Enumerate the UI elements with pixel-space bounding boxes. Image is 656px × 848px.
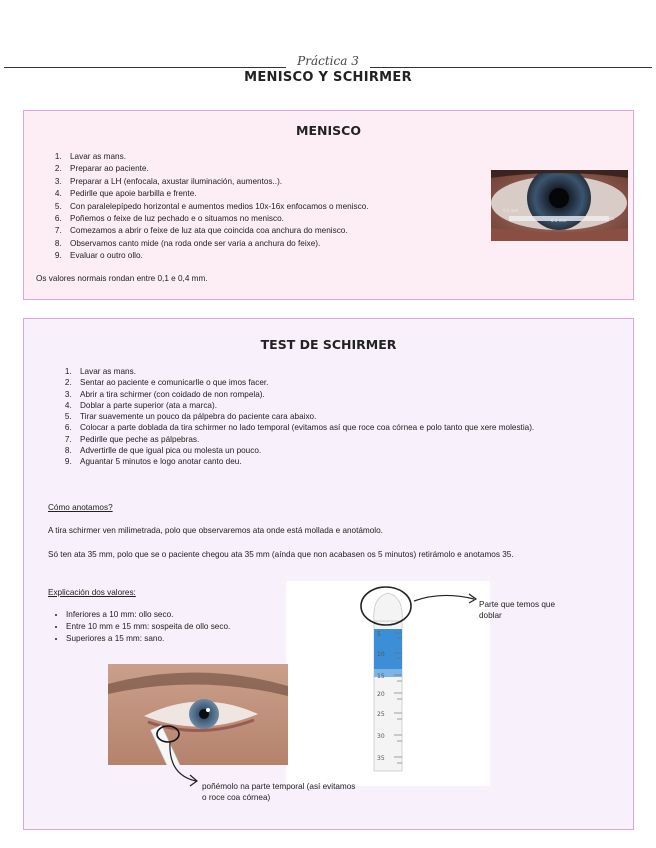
how-to-note-text-1: A tira schirmer ven milimetrada, polo que observaremos ata onde está mollada e anotámolo.	[48, 526, 383, 535]
page-title: MENISCO Y SCHIRMER	[244, 70, 412, 85]
menisco-steps	[38, 151, 514, 263]
strip-tick-label: 25	[377, 711, 385, 718]
list-item: 6. Poñemos o feixe de luz pechado e o situamos no menisco.	[64, 213, 514, 225]
page-subtitle: Práctica 3	[297, 54, 359, 68]
list-item: 4. Pedirlle que apoie barbilla e frente.	[64, 188, 514, 200]
eye-closeup-photo	[491, 170, 628, 241]
arrow-icon	[412, 589, 482, 611]
arrow-icon	[164, 739, 204, 789]
list-item: 1. Lavar as mans.	[74, 366, 622, 377]
schirmer-section	[23, 318, 634, 830]
strip-tick-label: 20	[377, 691, 385, 698]
list-item: 2. Preparar ao paciente.	[64, 163, 514, 175]
list-item: • Inferiores a 10 mm: ollo seco.	[66, 609, 326, 621]
strip-tick-label: 10	[377, 651, 385, 658]
values-list	[44, 609, 326, 645]
list-item: 9. Aguantar 5 minutos e logo anotar canto deu.	[74, 456, 622, 467]
schirmer-steps	[48, 366, 622, 468]
list-item: 5. Tirar suavemente un pouco da pálpebra do paciente cara abaixo.	[74, 411, 622, 422]
list-item: 3. Abrir a tira schirmer (con coidado de non rompela).	[74, 389, 622, 400]
svg-text:0.3 mm: 0.3 mm	[599, 216, 615, 221]
menisco-section	[23, 110, 634, 300]
list-item: 7. Comezamos a abrir o feixe de luz ata que coincida coa anchura do menisco.	[64, 225, 514, 237]
schirmer-strip-photo	[286, 581, 490, 786]
strip-tick-label: 35	[377, 755, 385, 762]
svg-text:0.3 mm: 0.3 mm	[551, 218, 567, 223]
list-item: 9. Evaluar o outro ollo.	[64, 250, 514, 262]
how-to-note-heading: Cómo anotamos?	[48, 503, 113, 512]
list-item: 8. Advertirlle de que igual pica ou molesta un pouco.	[74, 445, 622, 456]
strip-tick-label: 15	[377, 673, 385, 680]
schirmer-title: TEST DE SCHIRMER	[260, 337, 397, 352]
eye-caption: poñémolo na parte temporal (así evitamos o roce coa córnea)	[202, 782, 356, 802]
list-item: 6. Colocar a parte doblada da tira schirmer no lado temporal (evitamos así que roce coa córnea e polo tanto que xere molestia).	[74, 422, 622, 433]
list-item: 1. Lavar as mans.	[64, 151, 514, 163]
svg-text:0.5 mm: 0.5 mm	[503, 208, 519, 213]
values-heading: Explicación dos valores:	[48, 588, 136, 597]
list-item: 5. Con paralelepípedo horizontal e aumentos medios 10x-16x enfocamos o menisco.	[64, 201, 514, 213]
list-item: 8. Observamos canto mide (na roda onde ser varia a anchura do feixe).	[64, 238, 514, 250]
strip-caption: Parte que temos que doblar	[479, 600, 556, 620]
list-item: • Entre 10 mm e 15 mm: sospeita de ollo seco.	[66, 621, 326, 633]
menisco-title: MENISCO	[296, 123, 361, 138]
list-item: 2. Sentar ao paciente e comunicarlle o que imos facer.	[74, 377, 622, 388]
list-item: • Superiores a 15 mm: sano.	[66, 633, 326, 645]
how-to-note-text-2: Só ten ata 35 mm, polo que se o paciente chegou ata 35 mm (aínda que non acabasen os 5 minutos) retirámolo e anotamos 35.	[48, 550, 514, 559]
menisco-normal-values: Os valores normais rondan entre 0,1 e 0,4 mm.	[36, 274, 208, 283]
list-item: 4. Doblar a parte superior (ata a marca).	[74, 400, 622, 411]
strip-tick-label: 30	[377, 733, 385, 740]
list-item: 7. Pedirlle que peche as pálpebras.	[74, 434, 622, 445]
strip-tick-label: 5	[377, 631, 381, 638]
list-item: 3. Preparar a LH (enfocala, axustar iluminación, aumentos..).	[64, 176, 514, 188]
